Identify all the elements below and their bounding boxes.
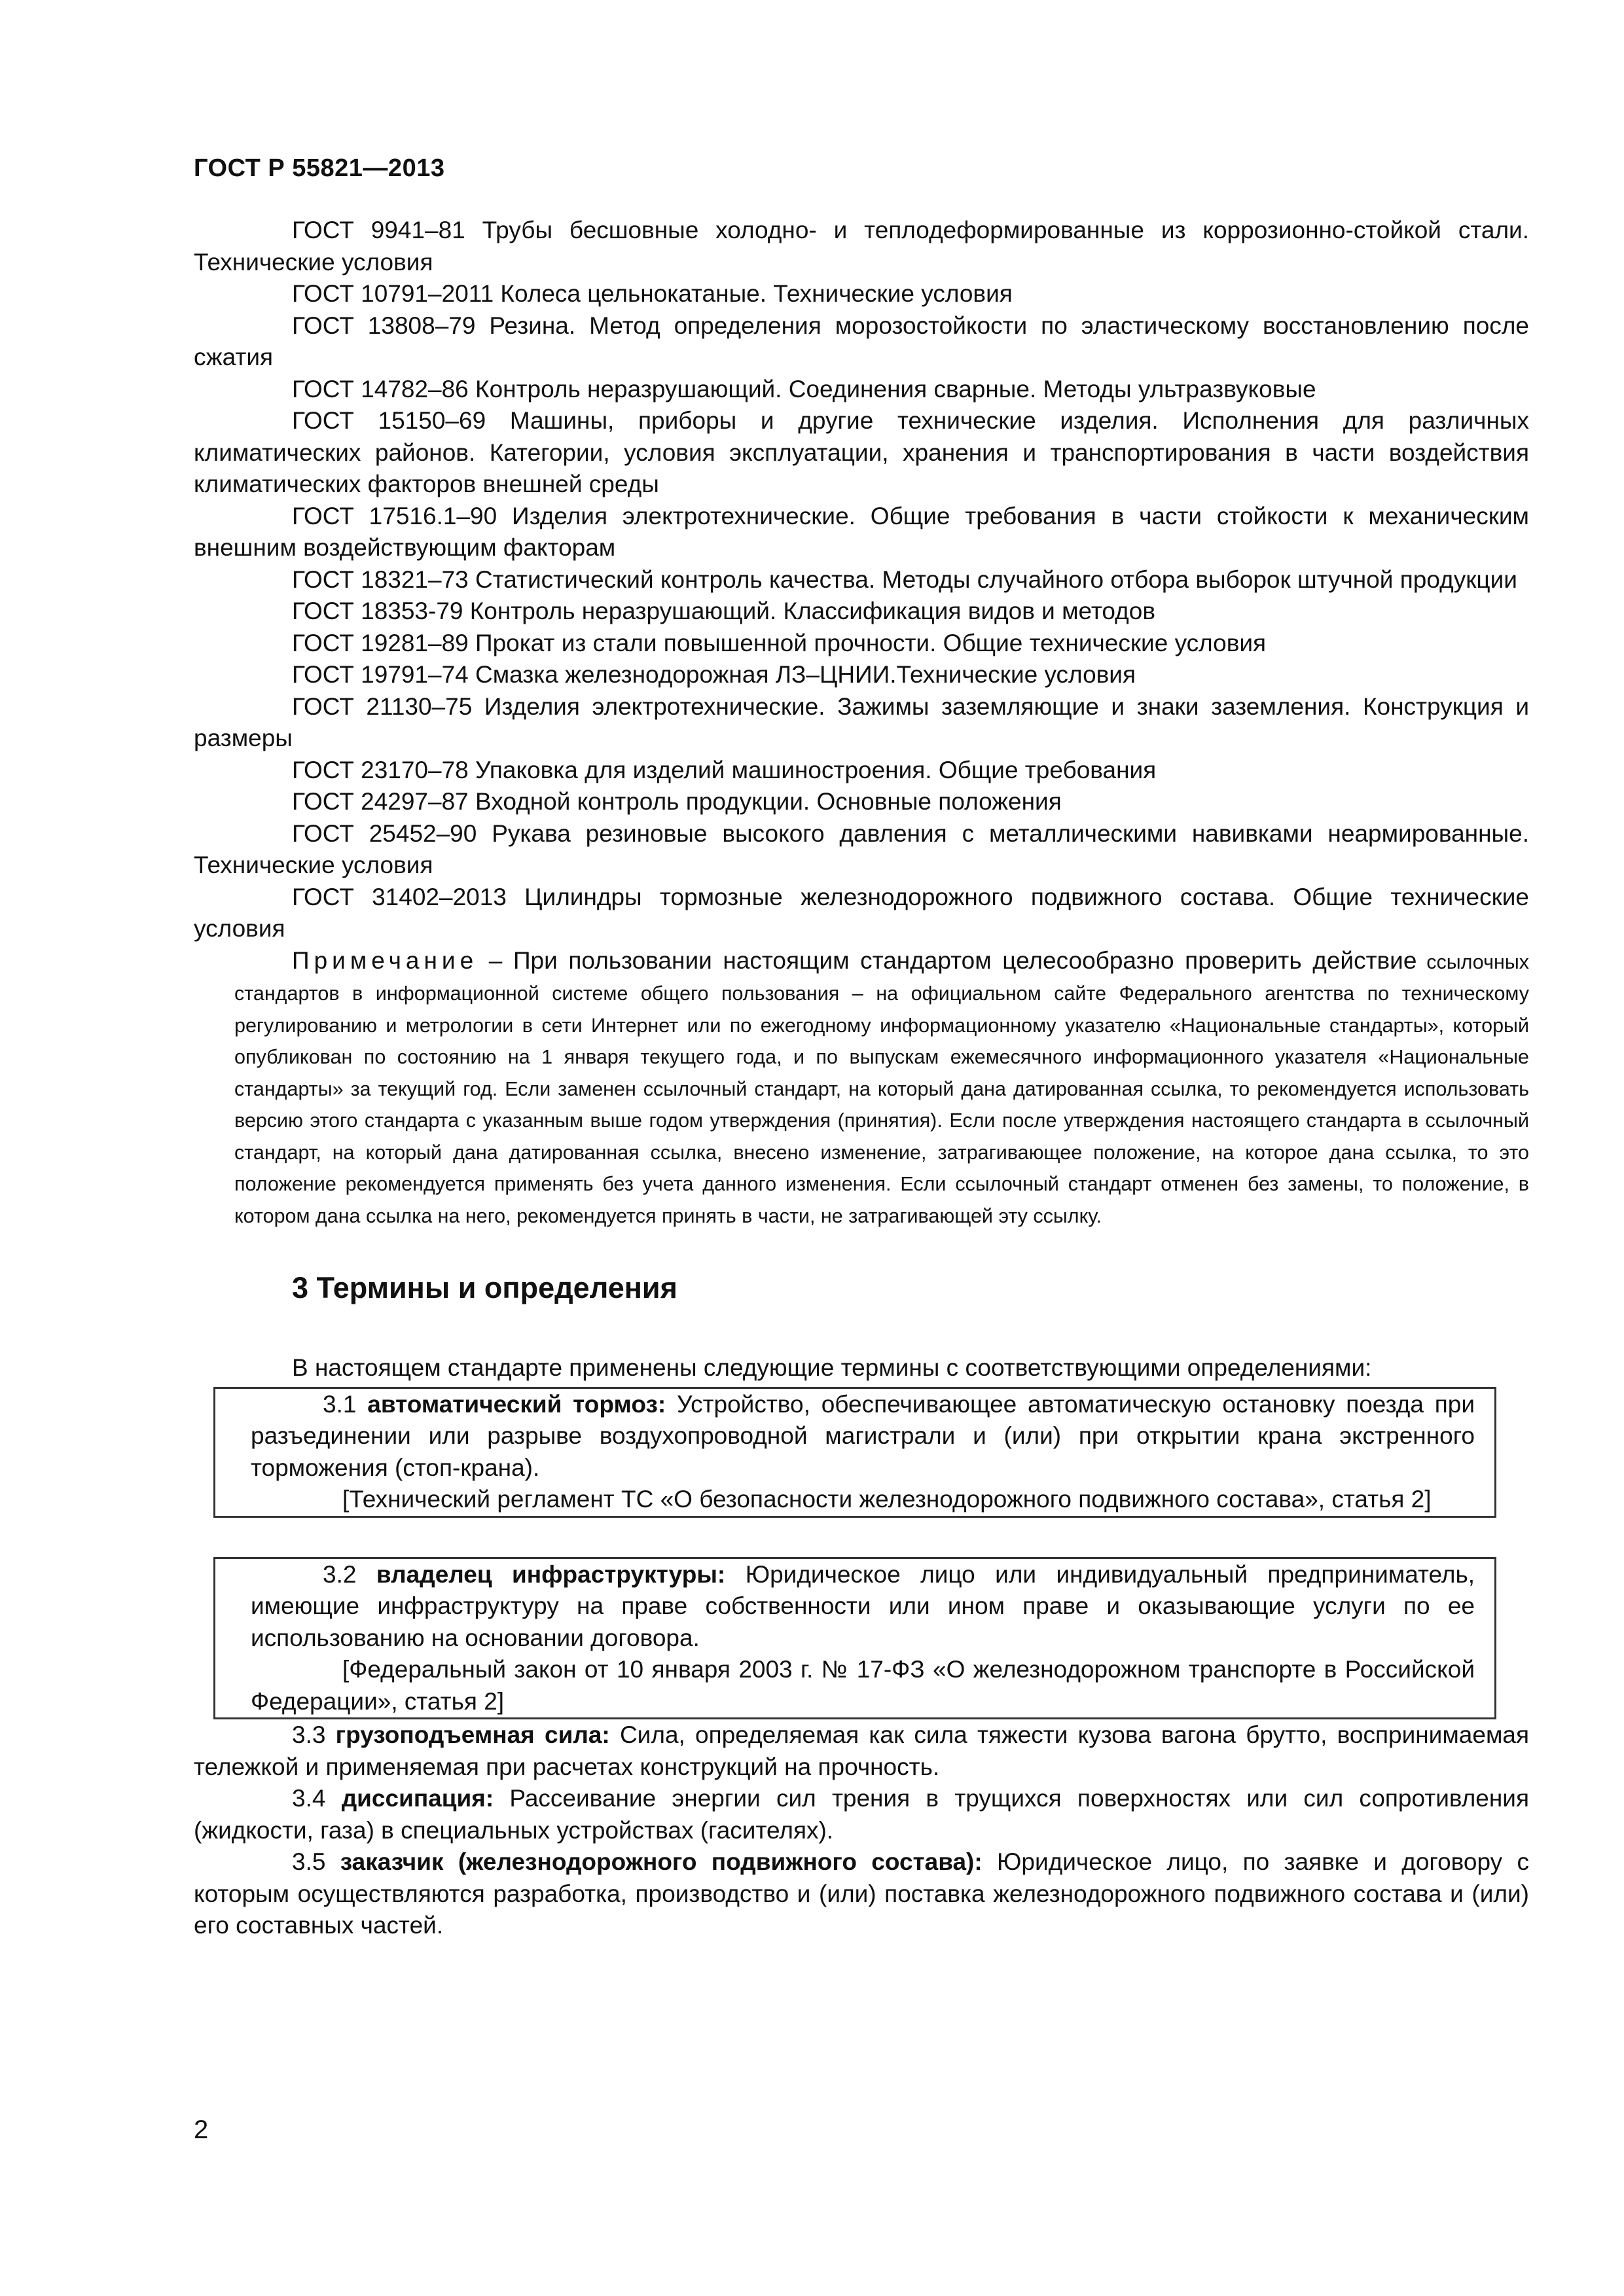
term-entry (194, 1719, 1529, 1783)
reference-item: ГОСТ 31402–2013 Цилиндры тормозные железнодорожного подвижного состава. Общие технические условия (194, 883, 1529, 942)
term-source: [Федеральный закон от 10 января 2003 г. № 17-ФЗ «О железнодорожном транспорте в Российской Федерации», статья 2] (251, 1656, 1475, 1715)
section-title: 3 Термины и определения (292, 1271, 677, 1304)
note-dash: – (478, 946, 513, 974)
reference-item: ГОСТ 15150–69 Машины, приборы и другие технические изделия. Исполнения для различных климатических районов. Категории, условия эксплуатации, хранения и транспортирования в части воздействия климатических факторов внешней среды (194, 407, 1529, 497)
term-name: автоматический тормоз: (367, 1390, 666, 1418)
reference-item: ГОСТ 24297–87 Входной контроль продукции. Основные положения (292, 788, 1062, 815)
term-definition: Юридическое лицо или индивидуальный предприниматель, имеющие инфраструктуру на праве собственности или ином праве и оказывающие услуги по ее использованию на основании договора. (251, 1560, 1475, 1651)
reference-item: ГОСТ 10791–2011 Колеса цельнокатаные. Технические условия (292, 280, 1013, 307)
note-label: Примечание (292, 946, 478, 974)
reference-item: ГОСТ 13808–79 Резина. Метод определения морозостойкости по эластическому восстановлению после сжатия (194, 312, 1529, 370)
term-definition: Устройство, обеспечивающее автоматическую остановку поезда при разъединении или разрыве воздухопроводной магистрали и (или) при открытии крана экстренного торможения (стоп-крана). (251, 1390, 1475, 1481)
section-intro: В настоящем стандарте применены следующие термины с соответствующими определениями: (292, 1354, 1372, 1381)
reference-item: ГОСТ 23170–78 Упаковка для изделий машиностроения. Общие требования (292, 756, 1157, 783)
reference-item: ГОСТ 18321–73 Статистический контроль качества. Методы случайного отбора выборок штучной продукции (292, 565, 1517, 593)
term-entry (194, 1783, 1529, 1846)
term-number: 3.2 (323, 1560, 357, 1588)
term-definition: Рассеивание энергии сил трения в трущихся поверхностях или сил сопротивления (жидкости, газа) в специальных устройствах (гасителях). (194, 1785, 1529, 1844)
document-header: ГОСТ Р 55821—2013 (194, 154, 445, 182)
reference-item: ГОСТ 19281–89 Прокат из стали повышенной прочности. Общие технические условия (292, 629, 1267, 656)
term-number: 3.1 (323, 1390, 357, 1418)
reference-item: ГОСТ 21130–75 Изделия электротехнические. Зажимы заземляющие и знаки заземления. Конструкция и размеры (194, 692, 1529, 751)
reference-item: ГОСТ 9941–81 Трубы бесшовные холодно- и теплодеформированные из коррозионно-стойкой стали. Технические условия (194, 217, 1529, 276)
term-source: [Технический регламент ТС «О безопасности железнодорожного подвижного состава», статья 2] (342, 1486, 1432, 1513)
note-block (234, 945, 1529, 1231)
term-name: диссипация: (341, 1785, 494, 1812)
note-first-words: При пользовании настоящим стандартом целесообразно проверить действие (513, 946, 1417, 974)
note-paragraph (194, 945, 1529, 1231)
term-definition: Сила, определяемая как сила тяжести кузова вагона брутто, воспринимаемая тележкой и применяемая при расчетах конструкций на прочность. (194, 1721, 1529, 1780)
term-definition: Юридическое лицо, по заявке и договору с которым осуществляются разработка, производство и (или) поставка железнодорожного подвижного состава и (или) его составных частей. (194, 1848, 1529, 1939)
term-number: 3.4 (292, 1785, 326, 1812)
term-name: грузоподъемная сила: (335, 1721, 610, 1748)
term-entry (251, 1559, 1475, 1655)
term-name: заказчик (железнодорожного подвижного состава): (340, 1848, 983, 1875)
term-box-3-1 (213, 1387, 1496, 1518)
term-name: владелец инфраструктуры: (376, 1560, 726, 1588)
reference-item: ГОСТ 19791–74 Смазка железнодорожная ЛЗ–ЦНИИ.Технические условия (292, 661, 1136, 688)
term-number: 3.5 (292, 1848, 326, 1875)
reference-item: ГОСТ 25452–90 Рукава резиновые высокого давления с металлическими навивками неармированные. Технические условия (194, 819, 1529, 878)
spacer (194, 1518, 1529, 1554)
reference-item: ГОСТ 18353-79 Контроль неразрушающий. Классификация видов и методов (292, 598, 1156, 624)
term-box-3-2 (213, 1557, 1496, 1720)
reference-item: ГОСТ 17516.1–90 Изделия электротехнические. Общие требования в части стойкости к механическим внешним воздействующим факторам (194, 502, 1529, 561)
document-body (194, 215, 1529, 1942)
note-text: ссылочных стандартов в информационной системе общего пользования – на официальном сайте Федерального агентства по техническому регулированию и метрологии в сети Интернет или по ежегодному информационному указателю «Национальные стандарты», который опубликован по состоянию на 1 января текущего года, и по выпускам ежемесячного информационного указателя «Национальные стандарты» за текущий год. Если заменен ссылочный стандарт, на который дана датированная ссылка, то рекомендуется использовать версию этого стандарта с указанным выше годом утверждения (принятия). Если после утверждения настоящего стандарта в ссылочный стандарт, на который дана датированная ссылка, внесено изменение, затрагивающее положение, на которое дана ссылка, то это положение рекомендуется применять без учета данного изменения. Если ссылочный стандарт отменен без замены, то положение, в котором дана ссылка на него, рекомендуется принять в части, не затрагивающей эту ссылку. (234, 950, 1529, 1227)
term-entry (251, 1389, 1475, 1484)
reference-item: ГОСТ 14782–86 Контроль неразрушающий. Соединения сварные. Методы ультразвуковые (292, 375, 1316, 403)
page-number: 2 (194, 2115, 209, 2144)
normative-references-list (194, 215, 1529, 945)
term-entry (194, 1846, 1529, 1942)
term-number: 3.3 (292, 1721, 326, 1748)
